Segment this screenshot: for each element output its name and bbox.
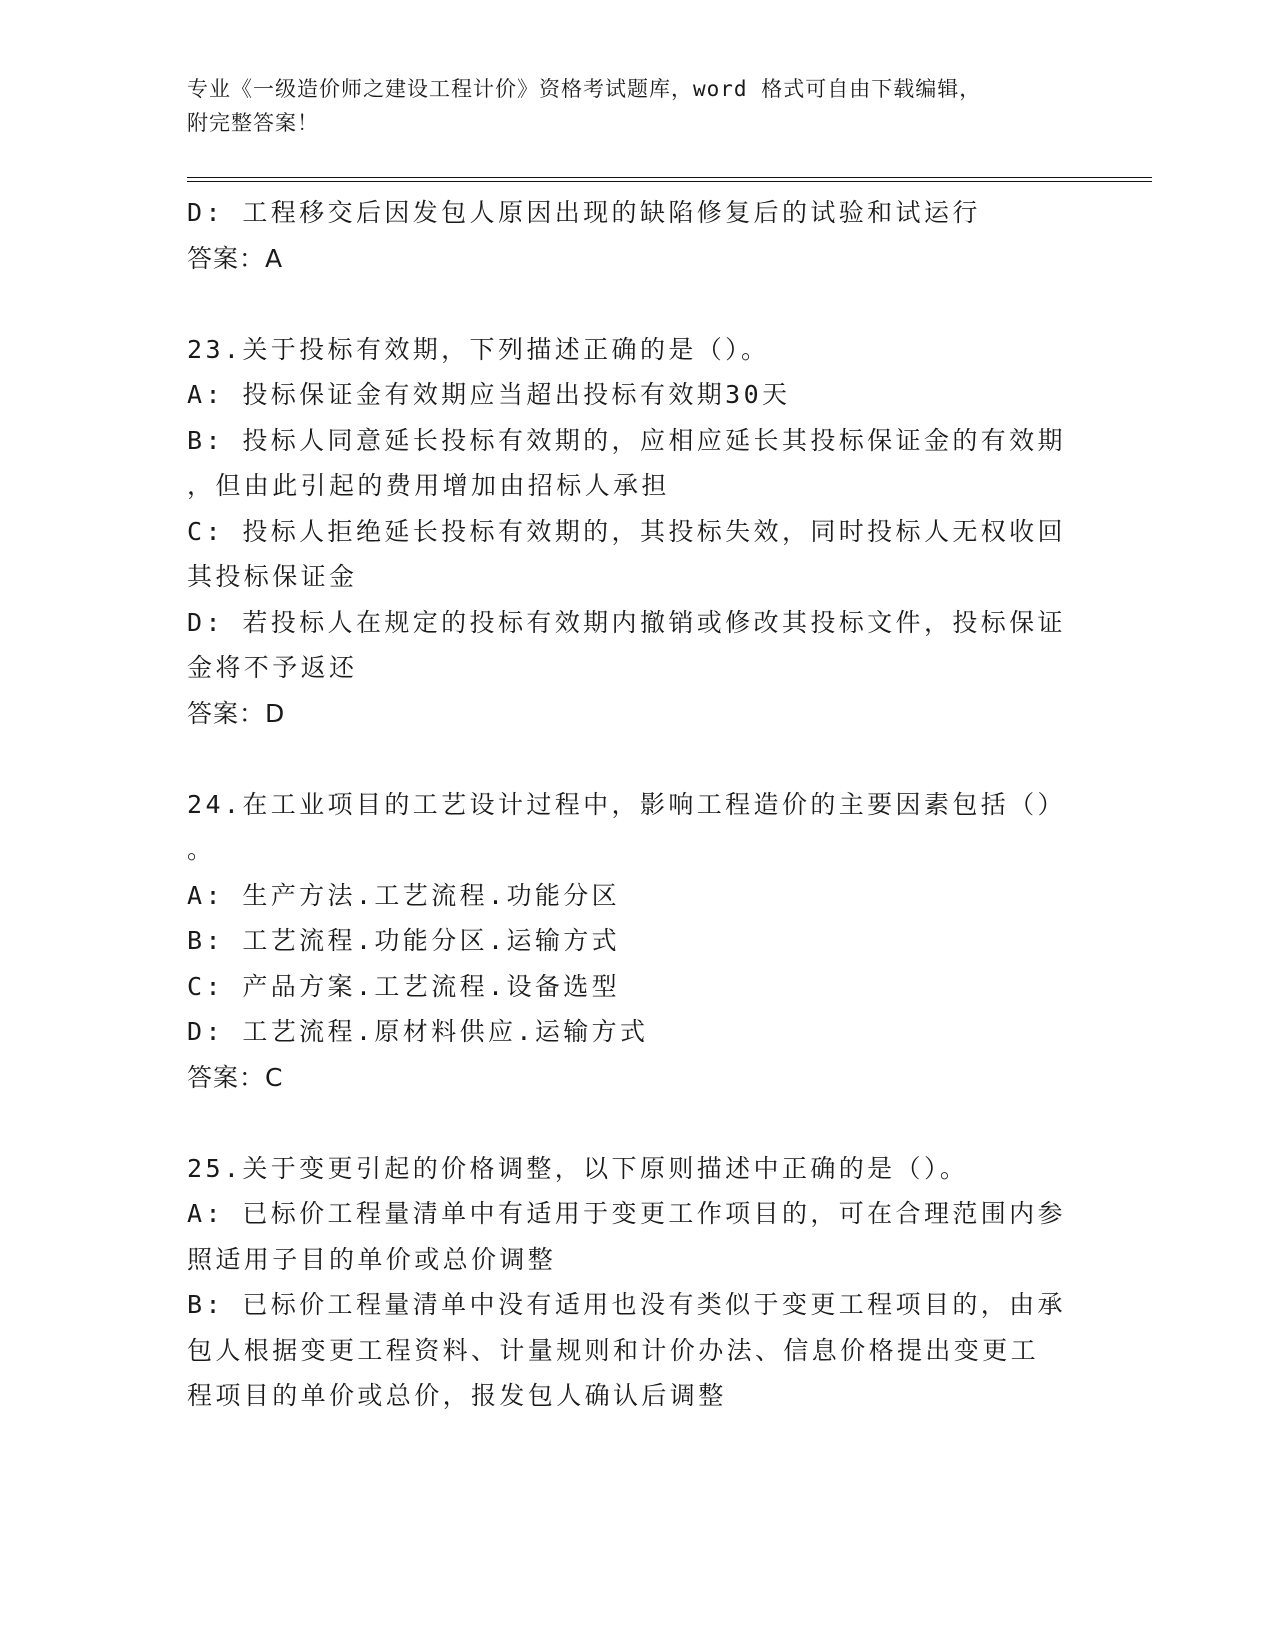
spacer [187, 1100, 1067, 1146]
option-b-continued: 包人根据变更工程资料、计量规则和计价办法、信息价格提出变更工 [187, 1335, 1040, 1365]
option-d-continued: 金将不予返还 [187, 653, 358, 682]
spacer [187, 736, 1067, 782]
option-a: A: 投标保证金有效期应当超出投标有效期30天 [187, 380, 791, 409]
answer-line: 答案：D [187, 698, 286, 728]
header-divider [187, 177, 1152, 182]
header-line-2: 附完整答案！ [187, 111, 319, 135]
option-b: B: 投标人同意延长投标有效期的，应相应延长其投标保证金的有效期 [187, 425, 1066, 455]
option-c: C: 产品方案.工艺流程.设备选型 [187, 971, 621, 1001]
option-a: A: 已标价工程量清单中有适用于变更工作项目的，可在合理范围内参 [187, 1199, 1066, 1228]
header-line-1: 专业《一级造价师之建设工程计价》资格考试题库，word 格式可自由下载编辑， [187, 77, 982, 101]
option-b: B: 工艺流程.功能分区.运输方式 [187, 926, 621, 955]
question-24 [187, 782, 1067, 1101]
answer-line: 答案：A [187, 243, 284, 273]
option-a: A: 生产方法.工艺流程.功能分区 [187, 880, 621, 910]
question-stem: 24.在工业项目的工艺设计过程中，影响工程造价的主要因素包括（） [187, 789, 1066, 819]
spacer [187, 281, 1067, 327]
option-a-continued: 照适用子目的单价或总价调整 [187, 1244, 557, 1274]
option-c-continued: 其投标保证金 [187, 562, 358, 591]
question-25 [187, 1146, 1067, 1419]
option-d: D: 若投标人在规定的投标有效期内撤销或修改其投标文件，投标保证 [187, 607, 1066, 637]
option-d: D: 工艺流程.原材料供应.运输方式 [187, 1017, 649, 1046]
option-b: B: 已标价工程量清单中没有适用也没有类似于变更工程项目的，由承 [187, 1290, 1066, 1319]
question-stem: 23.关于投标有效期，下列描述正确的是（）。 [187, 334, 770, 364]
question-stem: 25.关于变更引起的价格调整，以下原则描述中正确的是（）。 [187, 1153, 969, 1183]
previous-question-tail [187, 190, 1067, 281]
option-b-continued: ，但由此引起的费用增加由招标人承担 [187, 471, 670, 500]
question-23 [187, 327, 1067, 737]
page-header [187, 72, 1067, 140]
question-content [187, 190, 1067, 1419]
option-c: C: 投标人拒绝延长投标有效期的，其投标失效，同时投标人无权收回 [187, 516, 1066, 546]
option-d: D: 工程移交后因发包人原因出现的缺陷修复后的试验和试运行 [187, 198, 981, 227]
option-b-continued: 程项目的单价或总价，报发包人确认后调整 [187, 1381, 727, 1410]
answer-line: 答案：C [187, 1062, 284, 1092]
question-stem-continued: 。 [187, 835, 216, 864]
